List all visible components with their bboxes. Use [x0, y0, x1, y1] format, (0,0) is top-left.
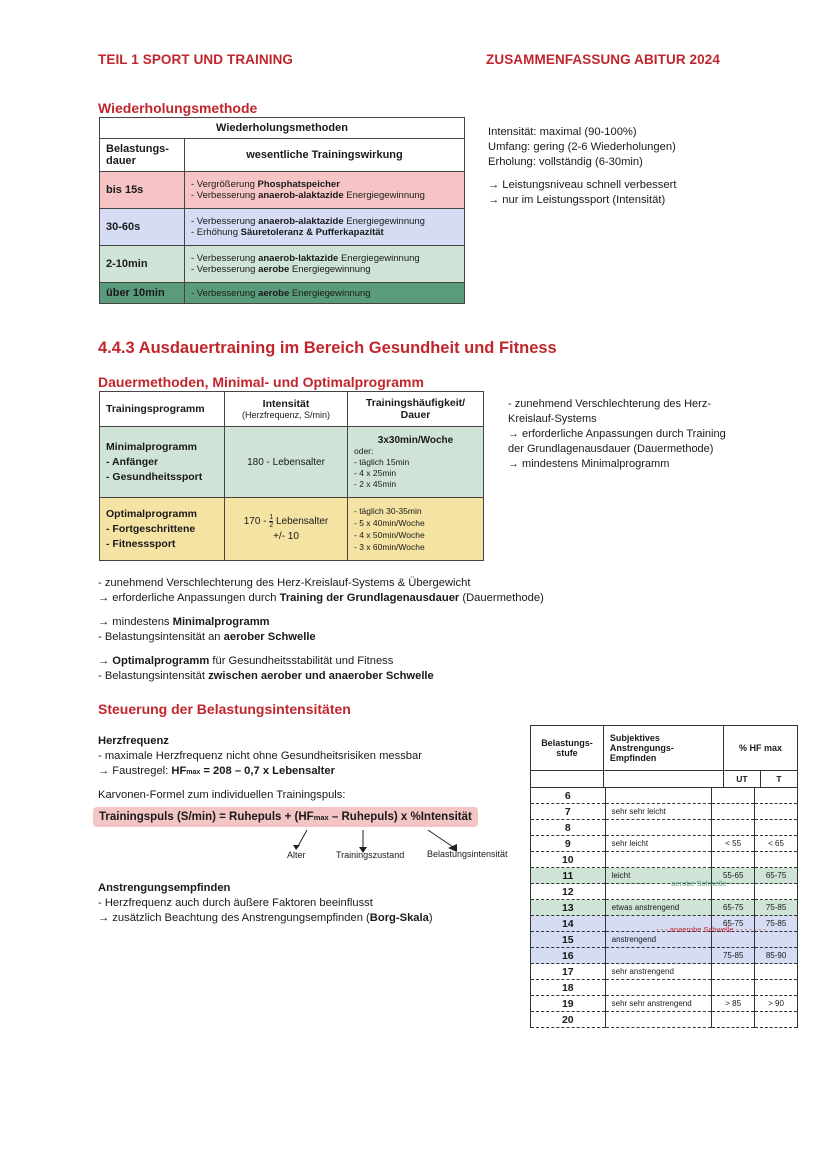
borg-empfinden: [605, 820, 712, 836]
wdh-table-title: Wiederholungsmethoden: [100, 118, 465, 139]
borg-row: [531, 836, 798, 852]
side-line: Umfang: gering (2-6 Wiederholungen): [488, 141, 676, 153]
borg-ut-value: [712, 820, 755, 836]
borg-row: [531, 948, 798, 964]
side-line: Erholung: vollständig (6-30min): [488, 156, 643, 168]
borg-stufe: 14: [531, 916, 606, 932]
borg-stufe: 13: [531, 900, 606, 916]
wdh-row-effect: - Verbesserung aerobe Energiegewinnung: [185, 283, 465, 304]
borg-ut: UT: [723, 771, 760, 788]
borg-empfinden: anstrengend: [605, 932, 712, 948]
borg-stufe: 16: [531, 948, 606, 964]
borg-ut-value: 55-65: [712, 868, 755, 884]
wdh-row-dauer: 2-10min: [100, 246, 185, 283]
header-left: TEIL 1 SPORT UND TRAINING: [98, 52, 294, 67]
wdh-table: [99, 117, 465, 304]
borg-empfinden: [605, 852, 712, 868]
borg-ut-value: 65-75: [712, 900, 755, 916]
borg-stufe: 9: [531, 836, 606, 852]
dauer-title: Dauermethoden, Minimal- und Optimalprogramm: [98, 374, 424, 390]
borg-t-value: 85-90: [755, 948, 798, 964]
borg-ut-value: [712, 788, 755, 804]
borg-h3: % HF max: [723, 726, 797, 771]
header-right: ZUSAMMENFASSUNG ABITUR 2024: [486, 52, 720, 67]
wdh-col2: wesentliche Trainingswirkung: [185, 139, 465, 172]
wdh-row: [100, 283, 465, 304]
borg-stufe: 17: [531, 964, 606, 980]
borg-row: [531, 820, 798, 836]
borg-h1: Belastungs-stufe: [531, 726, 604, 771]
borg-t-value: [755, 1012, 798, 1028]
borg-stufe: 11: [531, 868, 606, 884]
arrow-label-trainingszustand: Trainingszustand: [336, 850, 405, 860]
borg-empfinden: leicht: [605, 868, 712, 884]
wdh-col1: Belastungs-dauer: [100, 139, 185, 172]
borg-empfinden: [605, 1012, 712, 1028]
borg-header: [530, 725, 798, 788]
borg-ut-value: 65-75: [712, 916, 755, 932]
opt-intensity: 170 - $\frac{1}{2}$ Lebensalter +/- 10: [225, 498, 348, 561]
arrow-label-intensitaet: Belastungsintensität: [427, 849, 508, 859]
borg-ut-value: > 85: [712, 996, 755, 1012]
borg-t-value: 75-85: [755, 900, 798, 916]
notes: - zunehmend Verschlechterung des Herz-Kreislauf-Systems & Übergewicht → erforderliche Anpassungen durch Training der Grundlagenausdauer (Dauermethode) → mindestens Minimalprogramm - Belastungsintensität an aerober Schwelle → Optimalprogramm für Gesundheitsstabilität und Fitness - Belastungsintensität zwischen aerober und anaerober Schwelle: [98, 577, 544, 682]
borg-stufe: 19: [531, 996, 606, 1012]
borg-empfinden: etwas anstrengend: [605, 900, 712, 916]
borg-t-value: > 90: [755, 996, 798, 1012]
ae-block: Anstrengungsempfinden - Herzfrequenz auch durch äußere Faktoren beeinflusst → zusätzlich Beachtung des Anstrengungsempfinden (Borg-Skala): [98, 882, 433, 924]
borg-empfinden: sehr sehr leicht: [605, 804, 712, 820]
opt-program: Optimalprogramm - Fortgeschrittene - Fitnesssport: [100, 498, 225, 561]
wdh-row: [100, 172, 465, 209]
wdh-row-effect: - Vergrößerung Phosphatspeicher - Verbesserung anaerob-alaktazide Energiegewinnung: [185, 172, 465, 209]
borg-ut-value: 75-85: [712, 948, 755, 964]
borg-ut-value: [712, 964, 755, 980]
borg-row: [531, 852, 798, 868]
side-line: Intensität: maximal (90-100%): [488, 126, 637, 138]
wdh-title: Wiederholungsmethode: [98, 100, 258, 116]
borg-stufe: 15: [531, 932, 606, 948]
borg-ut-value: [712, 1012, 755, 1028]
borg-t-value: [755, 884, 798, 900]
borg-t-value: [755, 852, 798, 868]
min-frequency: 3x30min/Woche oder: - täglich 15min - 4 x 25min - 2 x 45min: [348, 427, 484, 498]
wdh-row: [100, 209, 465, 246]
borg-t-value: 65-75: [755, 868, 798, 884]
borg-row: [531, 964, 798, 980]
borg-stufe: 18: [531, 980, 606, 996]
min-program: Minimalprogramm - Anfänger - Gesundheitssport: [100, 427, 225, 498]
borg-empfinden: [605, 948, 712, 964]
dauer-h3: Trainingshäufigkeit/ Dauer: [348, 392, 484, 427]
borg-t-value: [755, 804, 798, 820]
hf-title: Herzfrequenz: [98, 735, 169, 747]
borg-stufe: 8: [531, 820, 606, 836]
borg-table: [530, 725, 798, 1028]
wdh-row-effect: - Verbesserung anaerob-laktazide Energiegewinnung - Verbesserung aerobe Energiegewinnung: [185, 246, 465, 283]
wdh-row-effect: - Verbesserung anaerob-alaktazide Energiegewinnung - Erhöhung Säuretoleranz & Pufferkapazität: [185, 209, 465, 246]
dauer-h2-sub: (Herzfrequenz, S/min): [241, 410, 331, 420]
side-line: → nur im Leistungssport (Intensität): [488, 194, 666, 206]
wdh-side-info: [488, 125, 676, 208]
arrow-label-alter: Alter: [287, 850, 306, 860]
borg-stufe: 20: [531, 1012, 606, 1028]
opt-frequency: - täglich 30-35min - 5 x 40min/Woche - 4 x 50min/Woche - 3 x 60min/Woche: [348, 498, 484, 561]
wdh-row-dauer: über 10min: [100, 283, 185, 304]
borg-row: [531, 788, 798, 804]
borg-empfinden: sehr sehr anstrengend: [605, 996, 712, 1012]
borg-t-value: 75-85: [755, 916, 798, 932]
anaerobe-schwelle-line: - - - anaerobe Schwelle - - - - - - -: [656, 925, 766, 934]
borg-t-value: < 65: [755, 836, 798, 852]
dauer-side-info: - zunehmend Verschlechterung des Herz- Kreislauf-Systems → erforderliche Anpassungen durch Training der Grundlagenausdauer (Dauermethode) → mindestens Minimalprogramm: [508, 398, 726, 470]
steuerung-title: Steuerung der Belastungsintensitäten: [98, 701, 351, 717]
borg-empfinden: [605, 788, 712, 804]
borg-row: [531, 1012, 798, 1028]
borg-row: [531, 996, 798, 1012]
borg-ut-value: [712, 852, 755, 868]
wdh-row-dauer: bis 15s: [100, 172, 185, 209]
hf-block: Herzfrequenz - maximale Herzfrequenz nicht ohne Gesundheitsrisiken messbar → Faustregel: HFmax = 208 – 0,7 x Lebensalter Karvonen-Formel zum individuellen Trainingspuls:: [98, 735, 422, 801]
borg-row: [531, 980, 798, 996]
borg-h2: Subjektives Anstrengungs-Empfinden: [603, 726, 723, 771]
borg-t-value: [755, 788, 798, 804]
borg-stufe: 6: [531, 788, 606, 804]
wdh-row: [100, 246, 465, 283]
borg-stufe: 7: [531, 804, 606, 820]
borg-t-value: [755, 964, 798, 980]
aerobe-schwelle-line: - - - - - - - - - aerobe Schwelle - - - - - - -: [630, 879, 759, 888]
borg-ut-value: [712, 804, 755, 820]
dauer-h1: Trainingsprogramm: [100, 392, 225, 427]
dauer-h2: Intensität: [262, 398, 310, 410]
dauer-table: [99, 391, 484, 561]
ae-title: Anstrengungsempfinden: [98, 882, 231, 894]
borg-ut-value: [712, 980, 755, 996]
borg-ut-value: < 55: [712, 836, 755, 852]
borg-t-value: [755, 980, 798, 996]
section-title: 4.4.3 Ausdauertraining im Bereich Gesundheit und Fitness: [98, 339, 557, 357]
borg-stufe: 12: [531, 884, 606, 900]
min-intensity: 180 - Lebensalter: [225, 427, 348, 498]
borg-t: T: [760, 771, 797, 788]
borg-body: [530, 788, 798, 1028]
borg-t-value: [755, 820, 798, 836]
karvonen-formula: Trainingspuls (S/min) = Ruhepuls + (HFmax – Ruhepuls) x %Intensität: [93, 807, 478, 827]
borg-empfinden: [605, 980, 712, 996]
wdh-row-dauer: 30-60s: [100, 209, 185, 246]
borg-stufe: 10: [531, 852, 606, 868]
borg-row: [531, 900, 798, 916]
borg-row: [531, 804, 798, 820]
side-line: → Leistungsniveau schnell verbessert: [488, 179, 677, 191]
borg-empfinden: sehr leicht: [605, 836, 712, 852]
borg-empfinden: sehr anstrengend: [605, 964, 712, 980]
